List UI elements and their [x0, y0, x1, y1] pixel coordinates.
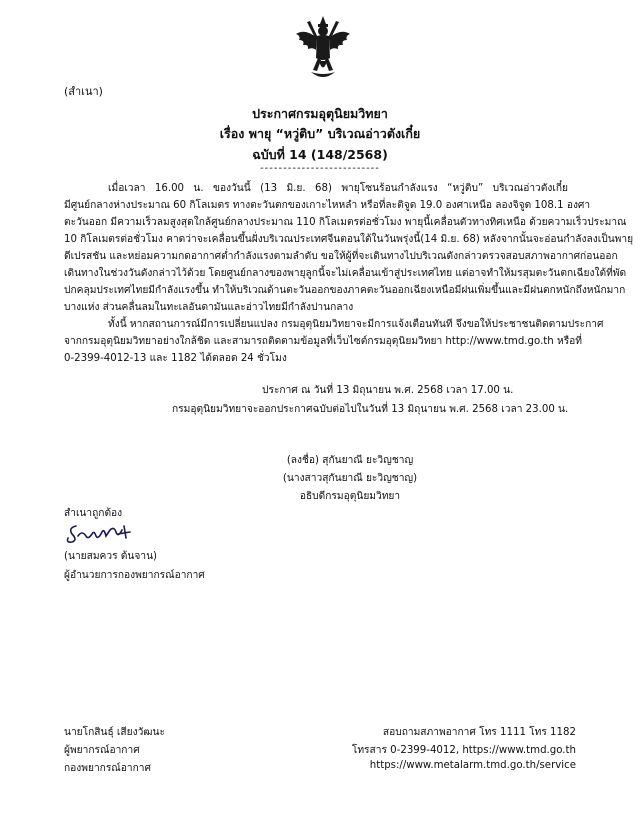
- paragraph-line: บางแห่ง ส่วนคลื่นลมในทะเลอันดามันและอ่าวไทยมีกำลังปานกลาง: [64, 302, 354, 313]
- paragraph-line: จากกรมอุตุนิยมวิทยาอย่างใกล้ชิด และสามารถติดตามข้อมูลที่เว็บไซต์กรมอุตุนิยมวิทยา http://www.tmd.go.th หรือที่: [64, 336, 583, 347]
- contact-phone: สอบถามสภาพอากาศ โทร 1111 โทร 1182: [382, 727, 576, 738]
- garuda-emblem-icon: [293, 14, 353, 84]
- announcement-issue: ฉบับที่ 14 (148/2568): [252, 147, 388, 162]
- announcement-subject: เรื่อง พายุ “หวู่ติบ” บริเวณอ่าวตังเกี๋ย: [219, 126, 421, 141]
- signature-signed: (ลงชื่อ) สุกันยาณี ยะวิญชาญ: [286, 455, 414, 466]
- signature-name: (นางสาวสุกันยาณี ยะวิญชาญ): [282, 473, 418, 484]
- paragraph-line: 10 กิโลเมตรต่อชั่วโมง คาดว่าจะเคลื่อนขึ้นฝั่งบริเวณประเทศจีนตอนใต้ในวันพรุ่งนี้(14 มิ.ย. 68) หลังจากนั้นจะอ่อนกำลังลงเป็นพายุ: [64, 234, 634, 245]
- paragraph-line: ทั้งนี้ หากสถานการณ์มีการเปลี่ยนแปลง กรมอุตุนิยมวิทยาจะมีการแจ้งเตือนทันที จึงขอให้ประชาชนติดตามประกาศ: [108, 319, 604, 330]
- certifier-name: (นายสมควร ต้นจาน): [64, 551, 158, 562]
- paragraph-line: ตะวันออก มีความเร็วลมสูงสุดใกล้ศูนย์กลางประมาณ 110 กิโลเมตรต่อชั่วโมง พายุนี้เคลื่อนตัวทางทิศเหนือ ด้วยความเร็วประมาณ: [64, 217, 627, 228]
- forecaster-division: กองพยากรณ์อากาศ: [64, 763, 151, 774]
- forecaster-role: ผู้พยากรณ์อากาศ: [64, 745, 140, 756]
- contact-metalarm-link[interactable]: https://www.metalarm.tmd.go.th/service: [369, 760, 576, 771]
- paragraph-line: ดีเปรสชัน และหย่อมความกดอากาศต่ำกำลังแรงตามลำดับ ขอให้ผู้ที่จะเดินทางไปบริเวณดังกล่าวตรวจสอบสภาพอากาศก่อนออก: [64, 251, 618, 262]
- certified-label: สำเนาถูกต้อง: [64, 508, 123, 519]
- next-issue: กรมอุตุนิยมวิทยาจะออกประกาศฉบับต่อไปในวันที่ 13 มิถุนายน พ.ศ. 2568 เวลา 23.00 น.: [172, 404, 569, 415]
- paragraph-line: ปกคลุมประเทศไทยมีกำลังแรงขึ้น ทำให้บริเวณด้านตะวันออกของภาคตะวันออกเฉียงเหนือมีฝนเพิ่มขึ้นและมีฝนตกหนักถึงหนักมาก: [64, 285, 626, 296]
- announcement-title: ประกาศกรมอุตุนิยมวิทยา: [252, 106, 388, 121]
- paragraph-advisory: [64, 316, 604, 367]
- paragraph-line: 0-2399-4012-13 และ 1182 ได้ตลอด 24 ชั่วโมง: [64, 353, 287, 364]
- copy-label: (สำเนา): [64, 85, 103, 98]
- certifier-position: ผู้อำนวยการกองพยากรณ์อากาศ: [64, 570, 205, 581]
- paragraph-situation: [64, 180, 634, 316]
- paragraph-line: มีศูนย์กลางห่างประมาณ 60 กิโลเมตร ทางตะวันตกของเกาะไหหลำ หรือที่ละติจูด 19.0 องศาเหนือ ลองจิจูด 108.1 องศา: [64, 200, 591, 211]
- handwritten-signature: [64, 518, 144, 546]
- paragraph-line: เดินทางในช่วงวันดังกล่าวไว้ด้วย โดยศูนย์กลางของพายุลูกนี้จะไม่เคลื่อนเข้าสู่ประเทศไทย แต่อาจทำให้มรสุมตะวันตกเฉียงใต้ที่พัด: [64, 268, 627, 279]
- paragraph-line: เมื่อเวลา 16.00 น. ของวันนี้ (13 มิ.ย. 68) พายุโซนร้อนกำลังแรง “หวู่ติบ” บริเวณอ่าวตังเกี๋ย: [108, 183, 568, 194]
- separator: --------------------------: [260, 163, 380, 174]
- forecaster-name: นายโกสินธุ์ เสียงวัฒนะ: [64, 727, 165, 738]
- contact-fax-website: โทรสาร 0-2399-4012, https://www.tmd.go.th: [351, 745, 576, 756]
- signature-position: อธิบดีกรมอุตุนิยมวิทยา: [299, 491, 401, 502]
- issued-at: ประกาศ ณ วันที่ 13 มิถุนายน พ.ศ. 2568 เวลา 17.00 น.: [262, 385, 514, 396]
